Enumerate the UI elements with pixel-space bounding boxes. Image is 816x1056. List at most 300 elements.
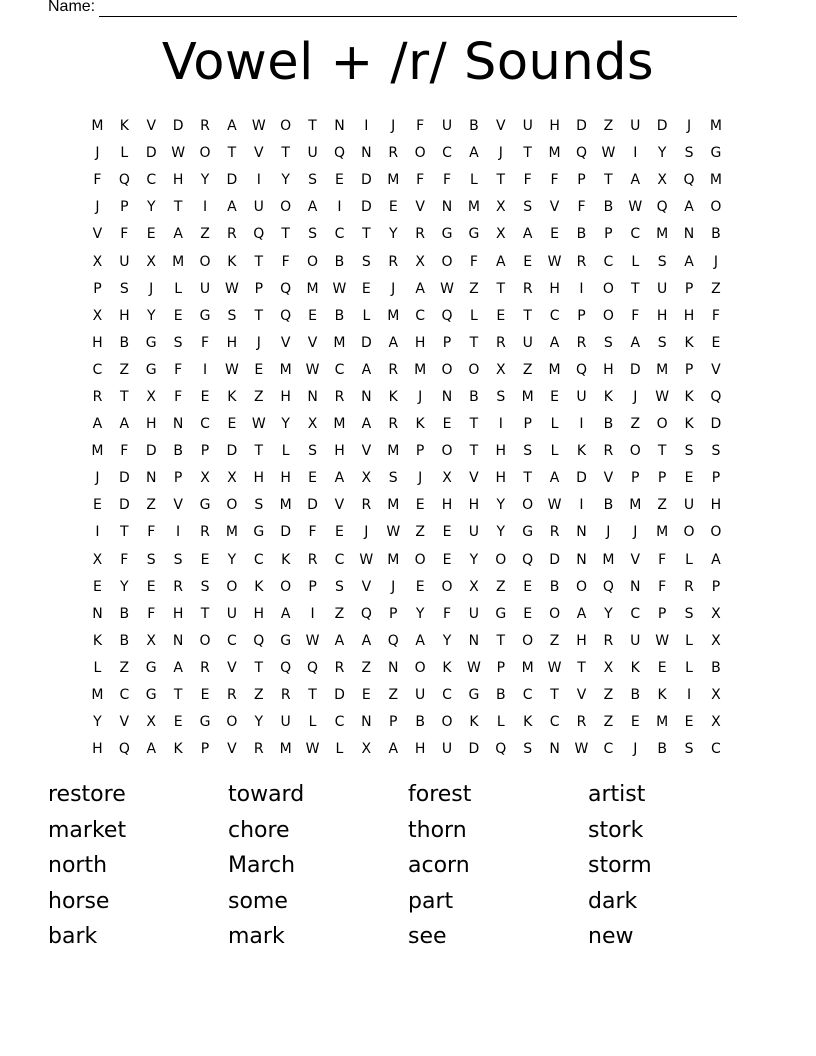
grid-letter: K — [523, 714, 533, 731]
grid-letter: F — [523, 172, 532, 189]
grid-letter: M — [279, 741, 292, 758]
grid-letter: G — [145, 659, 157, 676]
word-list-item: restore — [48, 782, 126, 807]
grid-row — [84, 519, 729, 546]
grid-letter: A — [415, 632, 425, 649]
grid-letter: J — [391, 118, 396, 135]
grid-letter: V — [173, 497, 183, 514]
grid-letter: D — [334, 687, 345, 704]
grid-letter: X — [496, 226, 506, 243]
grid-letter: X — [469, 578, 479, 595]
grid-letter: W — [359, 551, 374, 568]
grid-letter: O — [575, 578, 587, 595]
grid-letter: B — [469, 388, 479, 405]
grid-row — [84, 682, 729, 709]
grid-row — [84, 357, 729, 384]
grid-letter: U — [226, 605, 238, 622]
grid-letter: C — [119, 687, 130, 704]
grid-letter: X — [307, 416, 318, 433]
grid-letter: S — [657, 253, 667, 270]
grid-letter: P — [308, 578, 317, 595]
grid-letter: T — [550, 687, 559, 704]
grid-letter: R — [227, 687, 237, 704]
grid-letter: Z — [361, 659, 372, 676]
grid-letter: E — [200, 388, 210, 405]
grid-row — [84, 438, 729, 465]
grid-letter: T — [120, 388, 129, 405]
grid-letter: J — [95, 199, 100, 216]
grid-letter: O — [441, 361, 453, 378]
grid-letter: D — [307, 497, 318, 514]
grid-letter: R — [388, 361, 399, 378]
grid-letter: V — [146, 118, 157, 135]
grid-letter: K — [254, 578, 264, 595]
grid-letter: I — [498, 416, 503, 433]
grid-letter: M — [656, 714, 669, 731]
grid-letter: F — [658, 551, 667, 568]
grid-letter: Q — [360, 605, 372, 622]
grid-letter: O — [414, 551, 426, 568]
grid-letter: M — [225, 524, 238, 541]
grid-letter: H — [145, 416, 157, 433]
grid-letter: J — [95, 145, 100, 162]
grid-letter: T — [469, 443, 479, 460]
grid-letter: V — [361, 443, 372, 460]
grid-letter: O — [522, 632, 534, 649]
grid-letter: E — [523, 605, 533, 622]
grid-letter: M — [521, 659, 534, 676]
grid-letter: A — [361, 632, 372, 649]
grid-letter: Q — [683, 172, 695, 189]
grid-letter: Y — [93, 714, 102, 731]
grid-letter: Y — [146, 307, 156, 324]
grid-letter: S — [388, 470, 398, 487]
grid-letter: F — [711, 307, 720, 324]
grid-letter: N — [388, 659, 399, 676]
grid-letter: Z — [469, 280, 479, 297]
grid-letter: F — [120, 443, 129, 460]
grid-letter: Z — [119, 361, 130, 378]
grid-letter: M — [656, 226, 669, 243]
grid-letter: R — [227, 226, 237, 243]
grid-letter: A — [361, 416, 372, 433]
grid-letter: H — [253, 605, 265, 622]
grid-letter: S — [603, 334, 613, 351]
grid-letter: W — [655, 388, 670, 405]
grid-letter: E — [308, 470, 317, 487]
grid-letter: B — [711, 226, 721, 243]
grid-letter: O — [602, 307, 614, 324]
grid-letter: C — [200, 416, 210, 433]
grid-letter: A — [549, 334, 560, 351]
grid-letter: W — [224, 361, 239, 378]
grid-letter: C — [146, 172, 157, 189]
grid-letter: B — [603, 199, 614, 216]
grid-letter: D — [172, 118, 184, 135]
grid-letter: Y — [496, 524, 506, 541]
grid-letter: P — [604, 226, 613, 243]
grid-letter: K — [119, 118, 129, 135]
grid-letter: N — [92, 605, 103, 622]
grid-letter: R — [173, 578, 183, 595]
grid-letter: P — [389, 714, 398, 731]
grid-letter: Z — [603, 118, 614, 135]
grid-letter: S — [308, 172, 318, 189]
grid-letter: R — [415, 226, 425, 243]
grid-letter: O — [414, 659, 426, 676]
grid-letter: X — [603, 659, 614, 676]
grid-letter: Z — [522, 361, 533, 378]
grid-letter: Z — [496, 578, 506, 595]
grid-letter: F — [658, 578, 667, 595]
grid-letter: Y — [200, 172, 210, 189]
grid-letter: P — [442, 334, 452, 351]
grid-row — [84, 547, 729, 574]
grid-letter: R — [334, 388, 345, 405]
grid-letter: A — [415, 280, 425, 297]
grid-letter: X — [657, 172, 667, 189]
grid-letter: O — [656, 416, 668, 433]
grid-letter: B — [173, 443, 183, 460]
grid-letter: L — [174, 280, 183, 297]
grid-letter: X — [711, 714, 721, 731]
grid-letter: G — [199, 307, 211, 324]
grid-letter: T — [523, 145, 532, 162]
grid-letter: N — [361, 714, 372, 731]
grid-letter: E — [93, 578, 102, 595]
grid-letter: T — [523, 307, 532, 324]
grid-letter: R — [307, 551, 318, 568]
grid-letter: Q — [602, 578, 614, 595]
grid-letter: B — [119, 605, 130, 622]
grid-letter: F — [147, 605, 156, 622]
word-list-item: March — [228, 853, 296, 879]
grid-letter: T — [281, 145, 290, 162]
grid-letter: U — [119, 253, 130, 270]
grid-letter: C — [603, 741, 614, 758]
grid-letter: X — [227, 470, 237, 487]
grid-letter: M — [333, 334, 346, 351]
grid-letter: L — [308, 714, 317, 731]
grid-letter: A — [630, 334, 641, 351]
grid-letter: D — [656, 118, 668, 135]
grid-letter: L — [335, 741, 344, 758]
grid-letter: J — [606, 524, 611, 541]
grid-letter: R — [576, 714, 587, 731]
grid-letter: O — [441, 714, 453, 731]
grid-letter: I — [337, 199, 342, 216]
grid-letter: Q — [333, 145, 345, 162]
grid-letter: R — [200, 118, 210, 135]
grid-letter: G — [495, 605, 507, 622]
grid-letter: F — [93, 172, 102, 189]
grid-row — [84, 194, 729, 221]
grid-letter: S — [119, 280, 129, 297]
grid-letter: E — [388, 199, 398, 216]
grid-letter: Z — [200, 226, 210, 243]
grid-letter: G — [199, 714, 211, 731]
grid-row — [84, 601, 729, 628]
grid-letter: S — [684, 443, 694, 460]
grid-letter: S — [308, 443, 318, 460]
grid-letter: A — [146, 741, 157, 758]
grid-letter: P — [684, 361, 694, 378]
grid-letter: C — [334, 361, 345, 378]
grid-letter: S — [173, 334, 183, 351]
grid-letter: F — [200, 334, 210, 351]
grid-letter: W — [655, 632, 670, 649]
grid-letter: U — [441, 741, 453, 758]
grid-letter: I — [95, 524, 100, 541]
grid-letter: W — [466, 659, 481, 676]
grid-letter: E — [173, 714, 183, 731]
grid-letter: O — [710, 199, 722, 216]
grid-letter: A — [576, 605, 587, 622]
word-list-item: see — [408, 924, 447, 950]
grid-letter: J — [686, 118, 692, 135]
grid-letter: O — [549, 605, 561, 622]
grid-letter: E — [496, 307, 506, 324]
grid-letter: I — [579, 280, 584, 297]
grid-letter: O — [441, 253, 453, 270]
word-list — [48, 777, 768, 955]
grid-letter: P — [577, 172, 586, 189]
grid-letter: X — [146, 253, 157, 270]
grid-letter: Y — [120, 578, 129, 595]
grid-letter: K — [227, 388, 237, 405]
grid-letter: N — [334, 118, 345, 135]
grid-letter: N — [441, 199, 453, 216]
grid-letter: D — [145, 443, 157, 460]
grid-letter: I — [176, 524, 181, 541]
grid-letter: P — [496, 659, 506, 676]
grid-letter: Q — [253, 632, 265, 649]
grid-letter: G — [468, 226, 480, 243]
grid-letter: N — [576, 524, 587, 541]
grid-letter: O — [495, 551, 507, 568]
grid-letter: M — [91, 443, 104, 460]
grid-letter: D — [360, 172, 372, 189]
grid-letter: W — [547, 253, 562, 270]
grid-letter: K — [469, 714, 479, 731]
grid-letter: W — [251, 118, 266, 135]
grid-letter: R — [334, 659, 345, 676]
grid-letter: G — [441, 226, 453, 243]
grid-letter: F — [416, 172, 425, 189]
grid-letter: M — [656, 361, 669, 378]
grid-letter: R — [603, 632, 614, 649]
grid-letter: M — [548, 361, 561, 378]
grid-letter: K — [576, 443, 587, 460]
grid-letter: O — [602, 280, 614, 297]
grid-letter: M — [521, 388, 534, 405]
grid-letter: L — [685, 659, 693, 676]
grid-letter: W — [547, 497, 562, 514]
name-blank-line — [99, 2, 737, 17]
grid-letter: W — [251, 416, 266, 433]
grid-letter: T — [254, 659, 264, 676]
grid-letter: D — [145, 145, 157, 162]
grid-letter: S — [361, 253, 371, 270]
grid-letter: O — [307, 253, 319, 270]
grid-letter: C — [334, 226, 345, 243]
grid-letter: G — [253, 524, 265, 541]
grid-letter: A — [173, 226, 183, 243]
grid-letter: F — [631, 307, 640, 324]
grid-letter: O — [280, 118, 292, 135]
grid-letter: O — [468, 361, 480, 378]
grid-letter: P — [200, 741, 210, 758]
grid-letter: M — [414, 361, 427, 378]
grid-letter: C — [334, 551, 345, 568]
grid-letter: Z — [711, 280, 721, 297]
grid-letter: B — [119, 334, 130, 351]
word-list-item: part — [408, 888, 454, 914]
grid-letter: B — [630, 687, 641, 704]
grid-letter: J — [391, 578, 396, 595]
grid-letter: H — [172, 172, 184, 189]
grid-letter: R — [388, 416, 399, 433]
grid-letter: G — [145, 361, 157, 378]
grid-letter: C — [442, 687, 452, 704]
grid-letter: J — [391, 280, 396, 297]
grid-letter: C — [549, 307, 560, 324]
grid-letter: T — [469, 334, 479, 351]
grid-letter: N — [683, 226, 695, 243]
grid-letter: U — [415, 687, 426, 704]
grid-letter: S — [684, 145, 694, 162]
word-list-item: bark — [48, 924, 98, 950]
grid-letter: X — [92, 307, 103, 324]
grid-letter: D — [118, 470, 130, 487]
grid-letter: C — [227, 632, 237, 649]
grid-letter: P — [711, 470, 721, 487]
grid-letter: V — [711, 361, 721, 378]
grid-letter: U — [199, 280, 211, 297]
grid-letter: J — [713, 253, 718, 270]
grid-letter: E — [146, 226, 156, 243]
grid-letter: F — [442, 605, 452, 622]
grid-letter: E — [173, 307, 183, 324]
grid-letter: C — [253, 551, 264, 568]
grid-letter: Z — [119, 659, 130, 676]
grid-row — [84, 276, 729, 303]
grid-letter: F — [147, 524, 156, 541]
grid-letter: K — [630, 659, 640, 676]
grid-row — [84, 574, 729, 601]
grid-letter: Q — [253, 226, 265, 243]
grid-letter: S — [657, 334, 667, 351]
grid-letter: E — [630, 714, 640, 731]
grid-letter: K — [684, 388, 694, 405]
grid-letter: P — [631, 470, 640, 487]
grid-letter: Q — [495, 741, 507, 758]
grid-letter: F — [174, 361, 183, 378]
grid-letter: C — [630, 226, 641, 243]
grid-letter: T — [308, 687, 317, 704]
grid-letter: C — [603, 253, 614, 270]
grid-letter: R — [200, 659, 210, 676]
grid-letter: I — [686, 687, 692, 704]
grid-letter: V — [307, 334, 318, 351]
grid-letter: V — [361, 578, 372, 595]
grid-letter: M — [279, 361, 292, 378]
word-list-item: stork — [588, 817, 644, 843]
grid-letter: B — [603, 416, 614, 433]
grid-letter: K — [388, 388, 398, 405]
grid-letter: Y — [227, 551, 237, 568]
grid-letter: Q — [387, 632, 399, 649]
grid-letter: N — [576, 551, 587, 568]
grid-letter: H — [549, 118, 560, 135]
grid-letter: S — [227, 307, 237, 324]
grid-row — [84, 628, 729, 655]
grid-letter: U — [253, 199, 264, 216]
grid-letter: W — [386, 524, 401, 541]
grid-letter: N — [145, 470, 157, 487]
grid-letter: W — [440, 280, 454, 297]
grid-letter: X — [146, 388, 157, 405]
grid-letter: A — [92, 416, 103, 433]
grid-letter: O — [280, 578, 292, 595]
grid-letter: F — [120, 226, 129, 243]
grid-letter: V — [603, 470, 614, 487]
grid-letter: C — [630, 605, 641, 622]
grid-letter: H — [656, 307, 668, 324]
grid-letter: X — [361, 470, 372, 487]
grid-letter: A — [307, 199, 318, 216]
grid-letter: K — [442, 659, 452, 676]
grid-letter: O — [683, 524, 695, 541]
grid-letter: L — [496, 714, 505, 731]
grid-letter: A — [496, 253, 506, 270]
word-list-item: mark — [228, 924, 285, 950]
word-list-item: artist — [588, 782, 646, 807]
grid-letter: H — [710, 497, 722, 514]
word-list-item: horse — [48, 888, 110, 914]
grid-letter: Z — [603, 687, 614, 704]
grid-letter: K — [173, 741, 183, 758]
grid-letter: Z — [253, 388, 264, 405]
grid-letter: H — [92, 741, 103, 758]
grid-letter: T — [200, 605, 210, 622]
grid-letter: B — [549, 578, 560, 595]
grid-letter: B — [711, 659, 721, 676]
grid-letter: H — [414, 741, 426, 758]
grid-row — [84, 411, 729, 438]
grid-letter: T — [496, 172, 506, 189]
grid-letter: A — [173, 659, 183, 676]
grid-letter: W — [305, 632, 320, 649]
grid-letter: R — [684, 578, 694, 595]
grid-letter: A — [711, 551, 721, 568]
grid-letter: G — [145, 687, 157, 704]
grid-letter: T — [577, 659, 586, 676]
grid-letter: H — [172, 605, 184, 622]
name-field — [48, 0, 748, 17]
grid-letter: M — [656, 524, 669, 541]
grid-letter: R — [388, 145, 399, 162]
grid-letter: E — [657, 659, 667, 676]
grid-letter: H — [253, 470, 265, 487]
grid-letter: X — [200, 470, 210, 487]
grid-letter: M — [709, 172, 722, 189]
grid-letter: Y — [657, 145, 667, 162]
grid-letter: O — [226, 714, 238, 731]
grid-letter: X — [361, 741, 372, 758]
grid-letter: P — [173, 470, 183, 487]
grid-letter: J — [256, 334, 261, 351]
